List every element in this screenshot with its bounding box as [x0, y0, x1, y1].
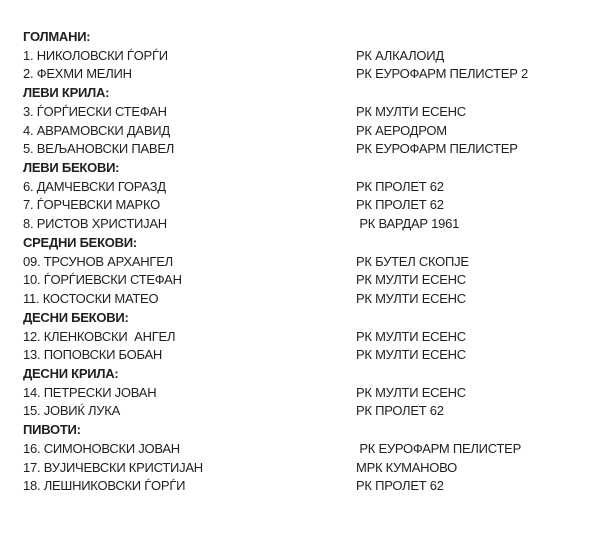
player-club: РК АЛКАЛОИД — [356, 47, 444, 63]
player-number: 1. — [23, 47, 34, 63]
player-number: 10. — [23, 272, 41, 288]
player-number: 8. — [23, 216, 34, 232]
player-number: 09. — [23, 253, 41, 269]
player-name: ЃОРЃИЕВСКИ СТЕФАН — [43, 272, 182, 288]
player-name: ЃОРЃИЕСКИ СТЕФАН — [36, 103, 167, 119]
player-club: МРК КУМАНОВО — [356, 459, 458, 475]
player-club: РК ЕУРОФАРМ ПЕЛИСТЕР 2 — [356, 66, 528, 82]
player-row — [23, 253, 583, 272]
player-name: СИМОНОВСКИ ЈОВАН — [43, 440, 180, 456]
player-number: 14. — [23, 384, 41, 400]
section-header: ДЕСНИ КРИЛА: — [23, 365, 119, 381]
section-header: ГОЛМАНИ: — [23, 29, 91, 44]
player-number: 2. — [23, 66, 34, 82]
player-club: РК МУЛТИ ЕСЕНС — [356, 103, 466, 119]
player-club: РК МУЛТИ ЕСЕНС — [356, 328, 466, 344]
player-club: РК МУЛТИ ЕСЕНС — [356, 384, 466, 400]
player-number: 6. — [23, 178, 34, 194]
player-club: РК АЕРОДРОМ — [356, 122, 447, 138]
player-number: 5. — [23, 141, 34, 157]
player-name: ВУЈИЧЕВСКИ КРИСТИЈАН — [43, 459, 203, 475]
player-number: 17. — [23, 459, 41, 475]
section-header: ДЕСНИ БЕКОВИ: — [23, 309, 129, 325]
player-name: АВРАМОВСКИ ДАВИД — [36, 122, 170, 138]
player-row — [23, 459, 583, 478]
player-club: РК ПРОЛЕТ 62 — [356, 478, 444, 494]
player-name: ДАМЧЕВСКИ ГОРАЗД — [36, 178, 166, 194]
player-row — [23, 140, 583, 159]
player-row — [23, 178, 583, 197]
section-header: СРЕДНИ БЕКОВИ: — [23, 234, 137, 250]
player-number: 15. — [23, 403, 41, 419]
player-row — [23, 196, 583, 215]
player-name: НИКОЛОВСКИ ЃОРЃИ — [36, 47, 168, 63]
player-row — [23, 290, 583, 309]
section-header: ПИВОТИ: — [23, 422, 81, 438]
player-row — [23, 346, 583, 365]
player-number: 13. — [23, 347, 41, 363]
player-club: РК ПРОЛЕТ 62 — [356, 197, 444, 213]
section-header: ЛЕВИ БЕКОВИ: — [23, 160, 120, 176]
player-name: РИСТОВ ХРИСТИЈАН — [36, 216, 167, 232]
player-row — [23, 271, 583, 290]
player-club: РК ЕУРОФАРМ ПЕЛИСТЕР — [356, 440, 522, 456]
player-row — [23, 103, 583, 122]
player-row — [23, 65, 583, 84]
player-row — [23, 122, 583, 141]
player-row — [23, 47, 583, 66]
player-row — [23, 384, 583, 403]
player-name: КЛЕНКОВСКИ АНГЕЛ — [43, 328, 176, 344]
player-name: ВЕЉАНОВСКИ ПАВЕЛ — [36, 141, 175, 157]
player-name: ТРСУНОВ АРХАНГЕЛ — [43, 253, 173, 269]
player-number: 7. — [23, 197, 34, 213]
player-name: КОСТОСКИ МАТЕО — [42, 291, 159, 307]
player-number: 16. — [23, 440, 41, 456]
player-club: РК МУЛТИ ЕСЕНС — [356, 291, 466, 307]
player-row — [23, 328, 583, 347]
player-club: РК МУЛТИ ЕСЕНС — [356, 272, 466, 288]
player-number: 3. — [23, 103, 34, 119]
player-name: ПОПОВСКИ БОБАН — [43, 347, 163, 363]
player-row — [23, 440, 583, 459]
player-row — [23, 402, 583, 421]
player-row — [23, 477, 583, 496]
player-club: РК БУТЕЛ СКОПЈЕ — [356, 253, 469, 269]
player-name: ЈОВИЌ ЛУКА — [43, 403, 121, 419]
player-row — [23, 215, 583, 234]
player-club: РК МУЛТИ ЕСЕНС — [356, 347, 466, 363]
player-club: РК ЕУРОФАРМ ПЕЛИСТЕР — [356, 141, 518, 157]
player-name: ФЕХМИ МЕЛИН — [36, 66, 132, 82]
section-header: ЛЕВИ КРИЛА: — [23, 85, 110, 101]
player-name: ПЕТРЕСКИ ЈОВАН — [43, 384, 157, 400]
player-number: 4. — [23, 122, 34, 138]
player-club: РК ПРОЛЕТ 62 — [356, 178, 444, 194]
roster-document — [23, 28, 583, 496]
player-name: ЃОРЧЕВСКИ МАРКО — [36, 197, 160, 213]
player-number: 11. — [23, 291, 40, 307]
player-club: РК ВАРДАР 1961 — [356, 216, 460, 232]
player-name: ЛЕШНИКОВСКИ ЃОРЃИ — [43, 478, 186, 494]
player-number: 12. — [23, 328, 41, 344]
player-number: 18. — [23, 478, 41, 494]
player-club: РК ПРОЛЕТ 62 — [356, 403, 444, 419]
